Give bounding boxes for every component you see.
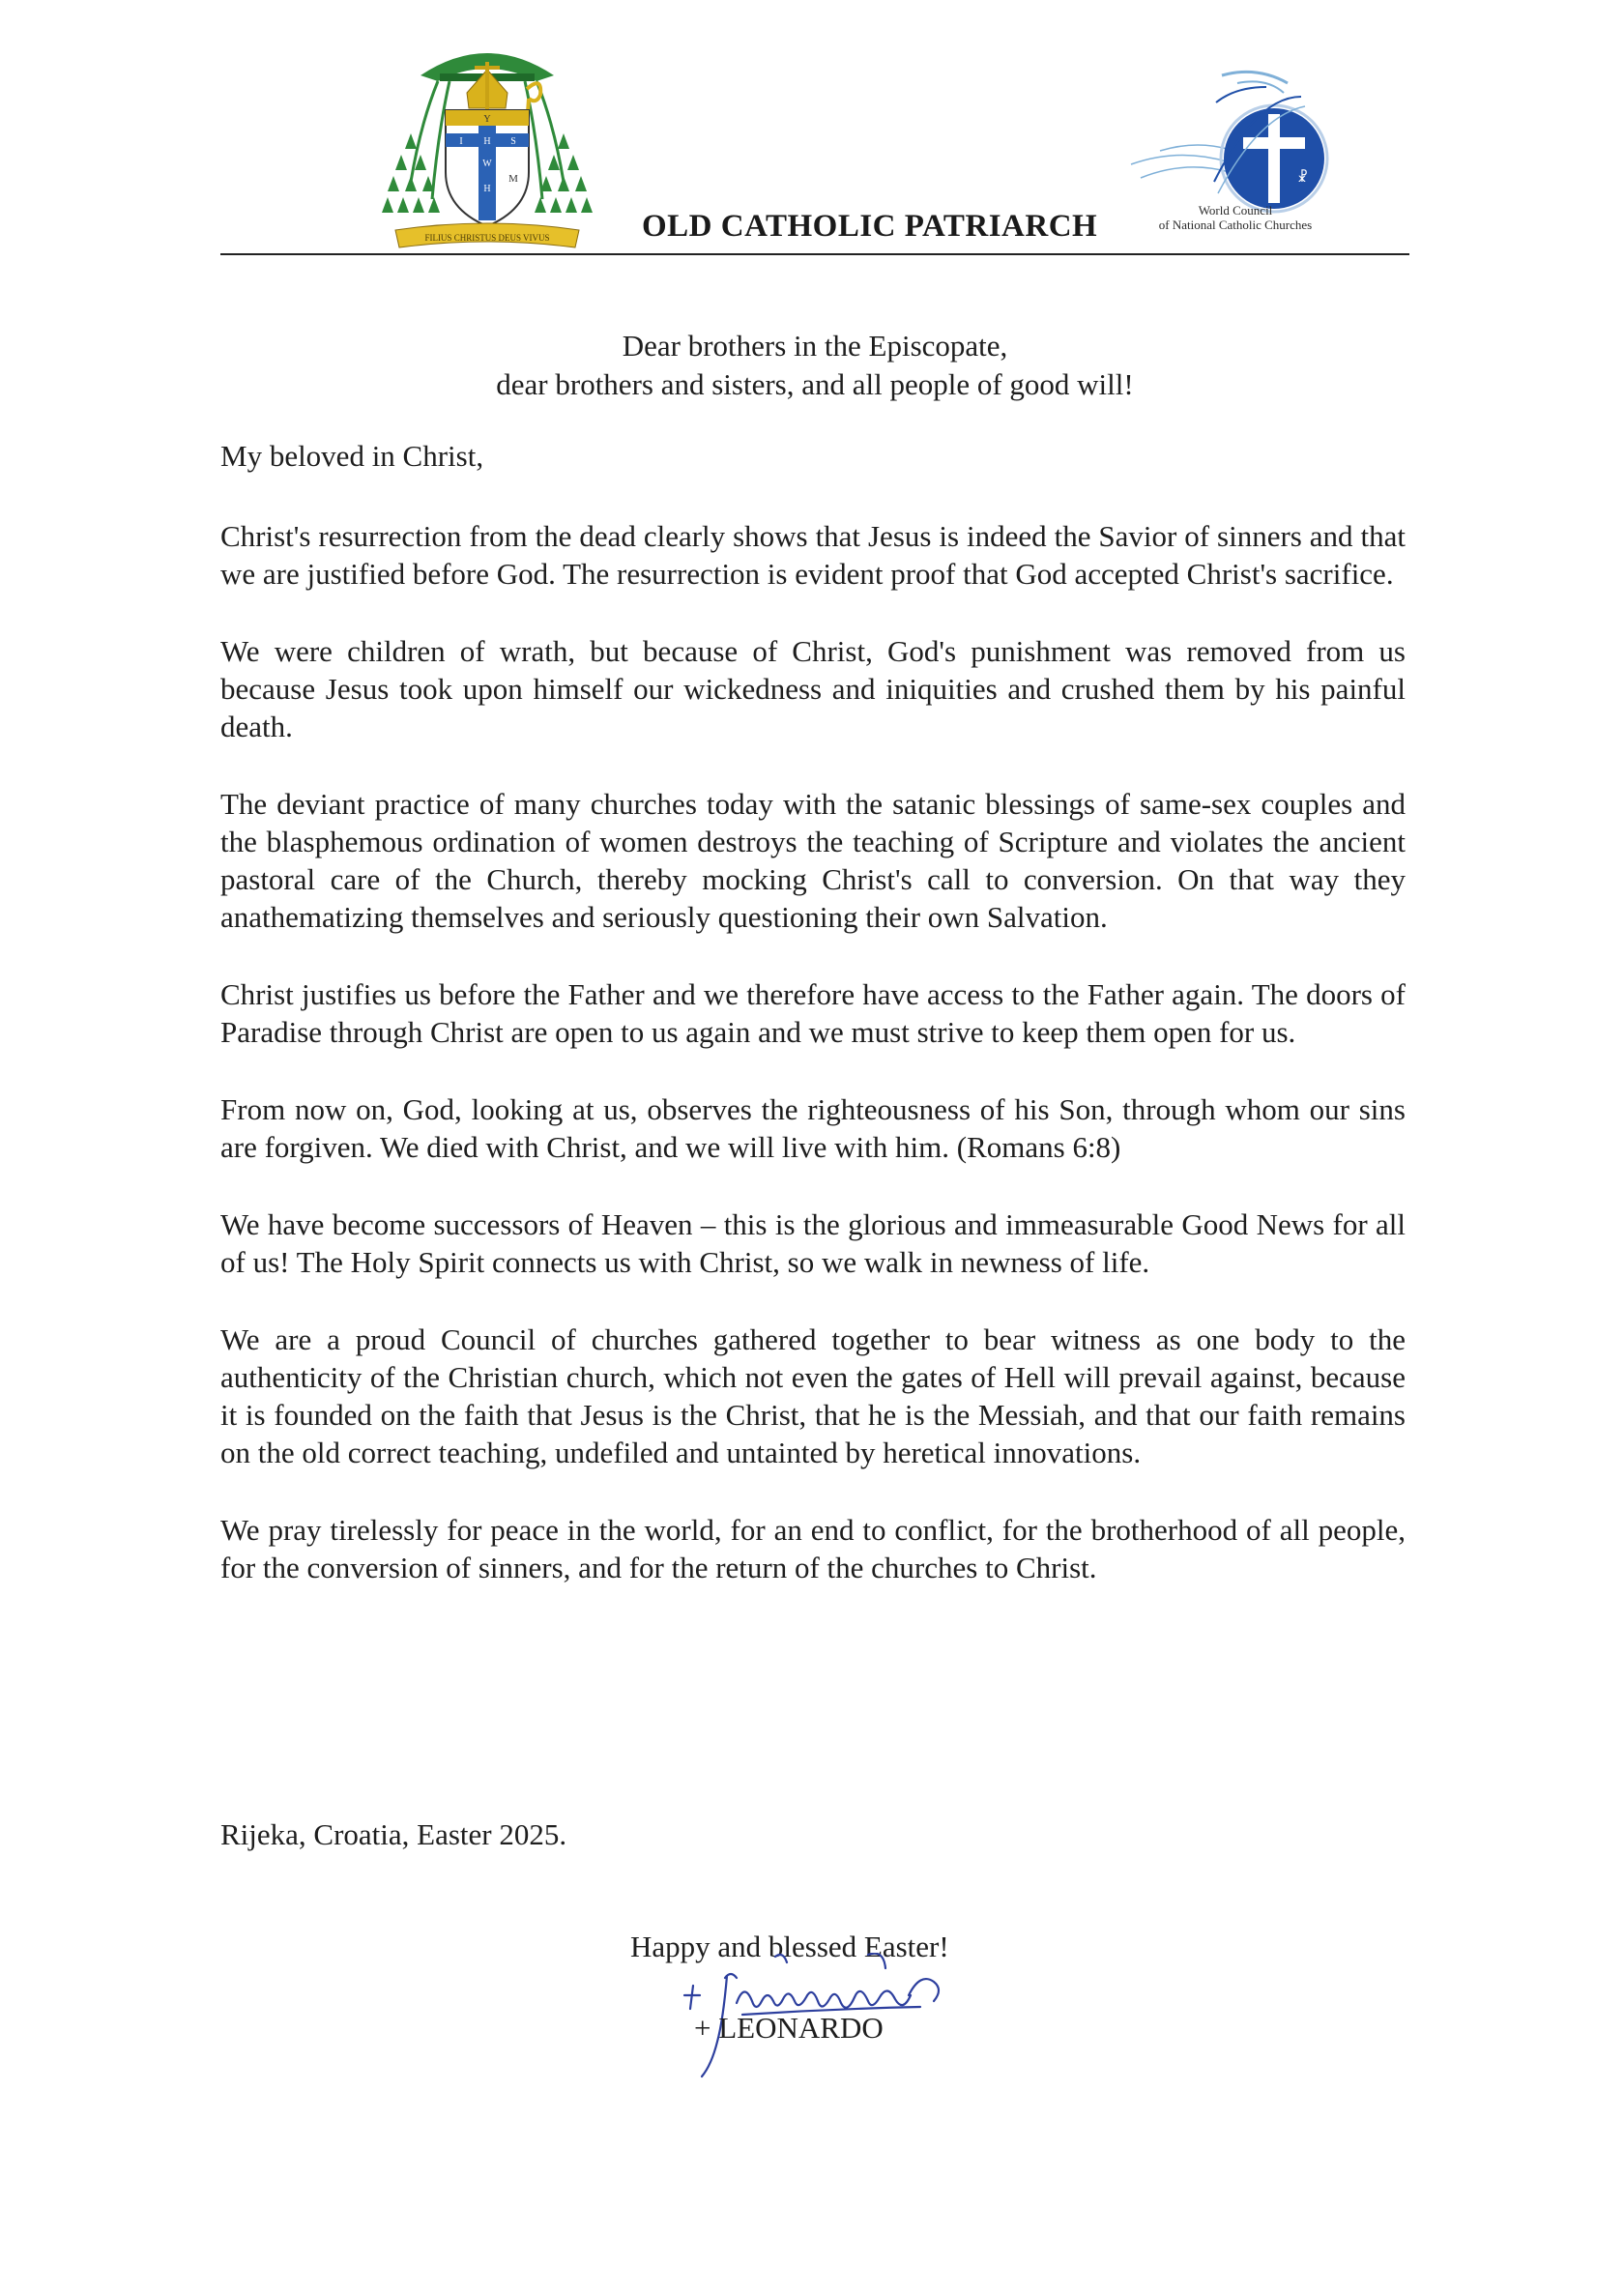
salutation (220, 327, 1409, 404)
svg-text:H: H (483, 184, 491, 194)
paragraph-children-of-wrath: We were children of wrath, but because of Christ, God's punishment was removed from us because Jesus took upon himself our wickedness and iniquities and crushed them by his painful death. (220, 634, 1406, 743)
place-and-date: Rijeka, Croatia, Easter 2025. (220, 1817, 567, 1851)
signer-name: + LEONARDO (694, 2011, 884, 2045)
svg-text:S: S (510, 136, 516, 147)
svg-text:FILIUS CHRISTUS DEUS VIVUS: FILIUS CHRISTUS DEUS VIVUS (424, 233, 550, 243)
svg-text:I: I (459, 136, 463, 147)
council-name-line1: World Council (1198, 203, 1273, 218)
closing-wish: Happy and blessed Easter! (630, 1930, 949, 1963)
paragraph-resurrection: Christ's resurrection from the dead clearly shows that Jesus is indeed the Savior of sinners and that we are justified before God. The resurrection is evident proof that God accepted Christ's sacrifice. (220, 519, 1406, 591)
greeting: My beloved in Christ, (220, 439, 484, 473)
paragraph-justification: Christ justifies us before the Father and we therefore have access to the Father again. The doors of Paradise through Christ are open to us again and we must strive to keep them open for us. (220, 977, 1406, 1049)
letterhead-divider (220, 253, 1409, 255)
letterhead (220, 29, 1409, 253)
paragraph-council: We are a proud Council of churches gathered together to bear witness as one body to the authenticity of the Christian church, which not even the gates of Hell will prevail against, because it is founded on the faith that Jesus is the Christ, that he is the Messiah, and that our faith remains on the old correct teaching, undefiled and untainted by heretical innovations. (220, 1322, 1406, 1469)
council-name-line2: of National Catholic Churches (1158, 218, 1313, 232)
salutation-line-1: Dear brothers in the Episcopate, (622, 329, 1008, 363)
svg-text:M: M (508, 173, 518, 185)
svg-text:W: W (482, 159, 492, 169)
svg-text:Y: Y (483, 114, 491, 125)
svg-text:☧: ☧ (1297, 170, 1308, 186)
paragraph-righteousness: From now on, God, looking at us, observes the righteousness of his Son, through whom our sins are forgiven. We died with Christ, and we will live with him. (Romans 6:8) (220, 1092, 1406, 1164)
paragraph-successors-of-heaven: We have become successors of Heaven – this is the glorious and immeasurable Good News for all of us! The Holy Spirit connects us with Christ, so we walk in newness of life. (220, 1207, 1406, 1279)
svg-text:H: H (483, 136, 491, 147)
letter-body (220, 437, 1406, 1626)
council-name (1129, 203, 1342, 232)
letterhead-title: OLD CATHOLIC PATRIARCH (642, 209, 1098, 244)
salutation-line-2: dear brothers and sisters, and all people of good will! (496, 367, 1134, 401)
paragraph-prayer: We pray tirelessly for peace in the world, for an end to conflict, for the brotherhood of all people, for the conversion of sinners, and for the return of the churches to Christ. (220, 1513, 1406, 1584)
coat-of-arms-icon (382, 37, 593, 253)
paragraph-deviant-practice: The deviant practice of many churches today with the satanic blessings of same-sex couples and the blasphemous ordination of women destroys the teaching of Scripture and violates the ancient pastoral care of the Church, thereby mocking Christ's call to conversion. On that way they anathematizing themselves and seriously questioning their own Salvation. (220, 787, 1406, 934)
